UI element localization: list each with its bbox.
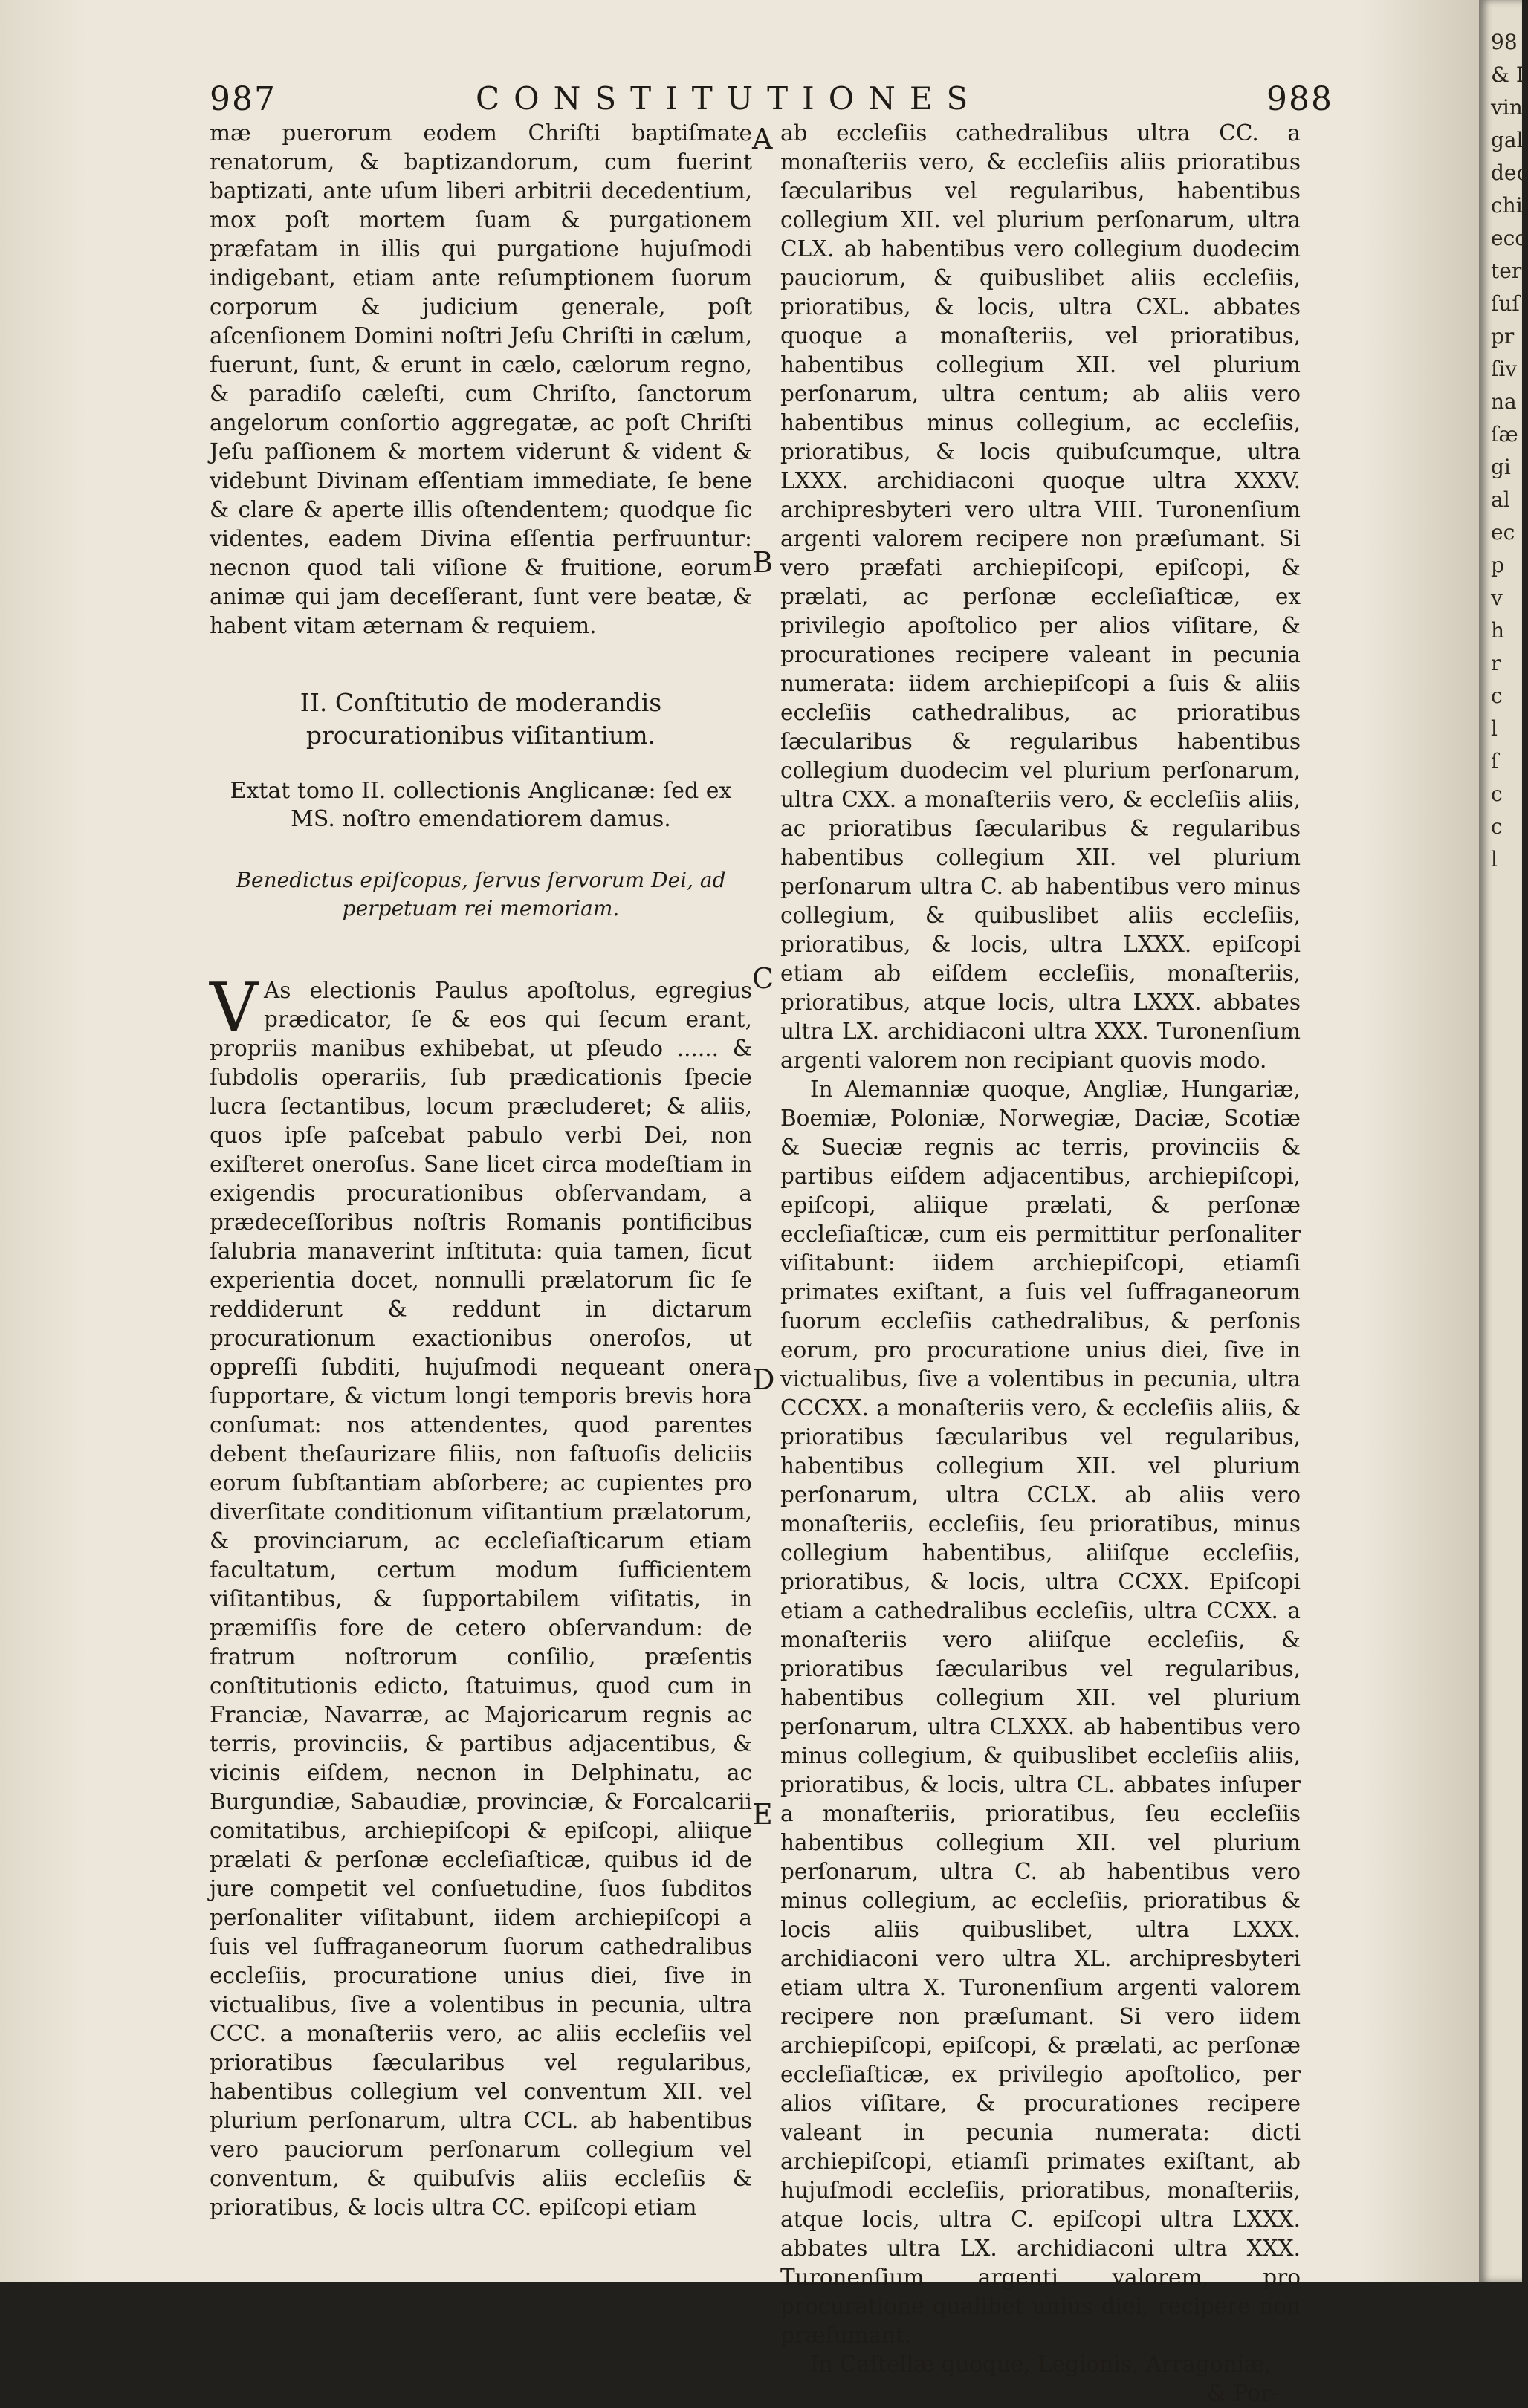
adjacent-fragment: dec — [1491, 160, 1528, 185]
adjacent-fragment: al — [1491, 487, 1510, 512]
adjacent-fragment: ec — [1491, 520, 1515, 545]
adjacent-fragment: v — [1491, 585, 1503, 610]
left-column — [210, 119, 752, 2222]
opening-paragraph: mæ puerorum eodem Chriſti baptiſmate renatorum, & baptizandorum, cum fuerint baptizati, ante uſum liberi arbitrii decedentium, mox poſt mortem ſuam & purgationem præfatam in illis qui purgatione hujuſmodi indigebant, etiam ante reſumptionem ſuorum corporum & judicium generale, poſt aſcenſionem Domini noſtri Jeſu Chriſti in cælum, fuerunt, ſunt, & erunt in cælo, cælorum regno, & paradiſo cæleſti, cum Chriſto, ſanctorum angelorum conſortio aggregatæ, ac poſt Chriſti Jeſu paſſionem & mortem viderunt & vident & videbunt Divinam eſſentiam immediate, ſe bene & clare & aperte illis oſtendentem; quodque ſic videntes, eadem Divina eſſentia perfruuntur: necnon quod tali viſione & fruitione, eorum animæ qui jam deceſſerant, ſunt vere beatæ, & habent vitam æternam & requiem. — [210, 120, 752, 638]
right-paragraph-1: ab eccleſiis cathedralibus ultra CC. a monaſteriis vero, & eccleſiis aliis prioratibus ſæcularibus vel regularibus, habentibus collegium XII. vel plurium perſonarum, ultra CLX. ab habentibus vero collegium duodecim pauciorum, & quibuslibet aliis eccleſiis, prioratibus, & locis, ultra CXL. abbates quoque a monaſteriis, vel prioratibus, habentibus collegium XII. vel plurium perſonarum, ultra centum; ab aliis vero habentibus minus collegium, ac eccleſiis, prioratibus, & locis quibuſcumque, ultra LXXX. archidiaconi quoque ultra XXXV. archipresbyteri vero ultra VIII. Turonenſium argenti valorem recipere non præſumant. Si vero præfati archiepiſcopi, epiſcopi, & prælati, ac perſonæ eccleſiaſticæ, ex privilegio apoſtolico per alios viſitare, & procurationes recipere valeant in pecunia numerata: iidem archiepiſcopi a ſuis & aliis eccleſiis cathedralibus, ac prioratibus ſæcularibus & regularibus habentibus collegium duodecim vel plurium perſonarum, ultra CXX. a monaſteriis vero, & eccleſiis aliis, ac prioratibus ſæcularibus & regularibus habentibus collegium XII. vel plurium perſonarum ultra C. ab habentibus vero minus collegium, & quibuslibet aliis eccleſiis, prioratibus, & locis, ultra LXXX. epiſcopi etiam ab eiſdem eccleſiis, monaſteriis, prioratibus, atque locis, ultra LXXX. abbates ultra LX. archidiaconi ultra XXX. Turonenſium argenti valorem non recipiant quovis modo. — [780, 120, 1301, 1073]
adjacent-fragment: pr — [1491, 324, 1515, 348]
papal-address: Benedictus epiſcopus, ſervus ſervorum Dei, ad perpetuam rei memoriam. — [236, 868, 726, 921]
adjacent-fragment: chi — [1491, 193, 1523, 218]
catchword: & Por- — [1206, 2381, 1278, 2406]
adjacent-fragment: na — [1491, 389, 1517, 414]
right-column — [780, 119, 1301, 2408]
adjacent-fragment: l — [1491, 716, 1498, 741]
adjacent-fragment: r — [1491, 651, 1501, 675]
right-paragraph-2: In Alemanniæ quoque, Angliæ, Hungariæ, Boemiæ, Poloniæ, Norwegiæ, Daciæ, Scotiæ & Sueciæ regnis ac terris, provinciis & partibus eiſdem adjacentibus, archiepiſcopi, epiſcopi, aliique prælati, & perſonæ eccleſiaſticæ, cum eis permittitur perſonaliter viſitabunt: iidem archiepiſcopi, etiamſi primates exiſtant, a ſuis vel ſuffraganeorum ſuorum eccleſiis cathedralibus, & perſonis eorum, pro procuratione unius diei, ſive in victualibus, ſive a volentibus in pecunia, ultra CCCXX. a monaſteriis vero, & eccleſiis aliis, & prioratibus ſæcularibus vel regularibus, habentibus collegium XII. vel plurium perſonarum, ultra CCLX. ab aliis vero monaſteriis, eccleſiis, ſeu prioratibus, minus collegium habentibus, aliiſque eccleſiis, prioratibus, & locis, ultra CCXX. Epiſcopi etiam a cathedralibus eccleſiis, ultra CCXX. a monaſteriis vero aliiſque eccleſiis, & prioratibus ſæcularibus vel regularibus, habentibus collegium XII. vel plurium perſonarum, ultra CLXXX. ab habentibus vero minus collegium, & quibuslibet eccleſiis aliis, prioratibus, & locis, ultra CL. abbates inſuper a monaſteriis, prioratibus, ſeu eccleſiis habentibus collegium XII. vel plurium perſonarum, ultra C. ab habentibus vero minus collegium, ac eccleſiis, prioratibus & locis aliis quibuslibet, ultra LXXX. archidiaconi vero ultra XL. archipresbyteri etiam ultra X. Turonenſium argenti valorem recipere non præſumant. Si vero iidem archiepiſcopi, epiſcopi, & prælati, ac perſonæ eccleſiaſticæ, ex privilegio apoſtolico, per alios viſitare, & procurationes recipere valeant in pecunia numerata: dicti archiepiſcopi, etiamſi primates exiſtant, ab hujuſmodi eccleſiis, prioratibus, monaſteriis, atque locis, ultra C. epiſcopi ultra LXXX. abbates ultra LX. archidiaconi ultra XXX. Turonenſium argenti valorem, pro procuratione qualibet unius diei, recipere non præſumant. — [780, 1077, 1301, 2348]
adjacent-fragment: c — [1491, 814, 1503, 839]
margin-letter-b: B — [752, 546, 773, 579]
adjacent-fragment: & I — [1491, 62, 1524, 87]
adjacent-fragment: ecc — [1491, 226, 1527, 250]
adjacent-fragment: ſæ — [1491, 422, 1518, 447]
adjacent-fragment: p — [1491, 553, 1504, 577]
adjacent-fragment: ſ — [1491, 749, 1499, 773]
adjacent-fragment: c — [1491, 684, 1503, 708]
adjacent-fragment: h — [1491, 618, 1505, 643]
source-note: Extat tomo II. collectionis Anglicanæ: ſed ex MS. noſtro emendatiorem damus. — [230, 778, 732, 832]
section-title: II. Conſtitutio de moderandis procurationibus viſitantium. — [300, 688, 662, 750]
right-page-number: 988 — [1266, 80, 1333, 118]
adjacent-fragment: ſiv — [1491, 357, 1518, 381]
adjacent-fragment: ter — [1491, 259, 1522, 283]
margin-letter-d: D — [752, 1363, 775, 1396]
drop-cap-initial: V — [210, 969, 258, 1047]
adjacent-fragment: l — [1491, 847, 1498, 872]
constitution-body — [210, 969, 752, 2222]
adjacent-fragment: vin — [1491, 95, 1523, 120]
adjacent-fragment: ſuſ — [1491, 291, 1520, 316]
constitution-body-text: As electionis Paulus apoſtolus, egregius prædicator, ſe & eos qui ſecum erant, propriis manibus exhibebat, ut pſeudo ...... & ſubdolis operariis, ſub prædicationis ſpecie lucra ſectantibus, locum præcluderet; & aliis, quos ipſe paſcebat pabulo verbi Dei, non exiſteret oneroſus. Sane licet circa modeſtiam in exigendis procurationibus obſervandam, a prædeceſſoribus noſtris Romanis pontificibus ſalubria manaverint inſtituta: quia tamen, ſicut experientia docet, nonnulli prælatorum ſic ſe reddiderunt & reddunt in dictarum procurationum exactionibus oneroſos, ut oppreſſi ſubditi, hujuſmodi nequeant onera ſupportare, & victum longi temporis brevis hora conſumat: nos attendentes, quod parentes debent theſaurizare filiis, non faſtuoſis deliciis eorum ſubſtantiam abſorbere; ac cupientes pro diverſitate conditionum viſitantium prælatorum, & provinciarum, ac eccleſiaſticarum etiam facultatum, certum modum ſufficientem viſitantibus, & ſupportabilem viſitatis, in præmiſſis fore de cetero obſervandum: de fratrum noſtrorum conſilio, præſentis conſtitutionis edicto, ſtatuimus, quod cum in Franciæ, Navarræ, ac Majoricarum regnis ac terris, provinciis, & partibus adjacentibus, & vicinis eiſdem, necnon in Delphinatu, ac Burgundiæ, Sabaudiæ, provinciæ, & Forcalcarii comitatibus, archiepiſcopi & epiſcopi, aliique prælati & perſonæ eccleſiaſticæ, quibus id de jure competit vel conſuetudine, ſuos ſubditos perſonaliter viſitabunt, iidem archiepiſcopi a ſuis vel ſuffraganeorum ſuorum cathedralibus eccleſiis, procuratione unius diei, ſive in victualibus, ſive a volentibus in pecunia, ultra CCC. a monaſteriis vero, ac aliis eccleſiis vel prioratibus ſæcularibus vel regularibus, habentibus collegium vel conventum XII. vel plurium perſonarum, ultra CCL. ab habentibus vero pauciorum perſonarum collegium vel conventum, & quibuſvis aliis eccleſiis & prioratibus, & locis ultra CC. epiſcopi etiam — [210, 978, 752, 2220]
adjacent-fragment: 98 — [1491, 30, 1518, 54]
margin-letter-e: E — [752, 1798, 773, 1831]
margin-letter-a: A — [752, 123, 773, 155]
left-page-number: 987 — [210, 80, 276, 118]
adjacent-page-edge — [1479, 0, 1528, 2282]
adjacent-fragment: gi — [1491, 455, 1511, 479]
right-paragraph-3: In Caſtellæ quoque, Legionis, Arragoniæ, — [810, 2352, 1272, 2377]
margin-letter-c: C — [752, 962, 774, 995]
adjacent-fragment: gal — [1491, 128, 1524, 152]
running-title: CONSTITUTIONES — [476, 80, 982, 117]
adjacent-fragment: c — [1491, 782, 1503, 806]
